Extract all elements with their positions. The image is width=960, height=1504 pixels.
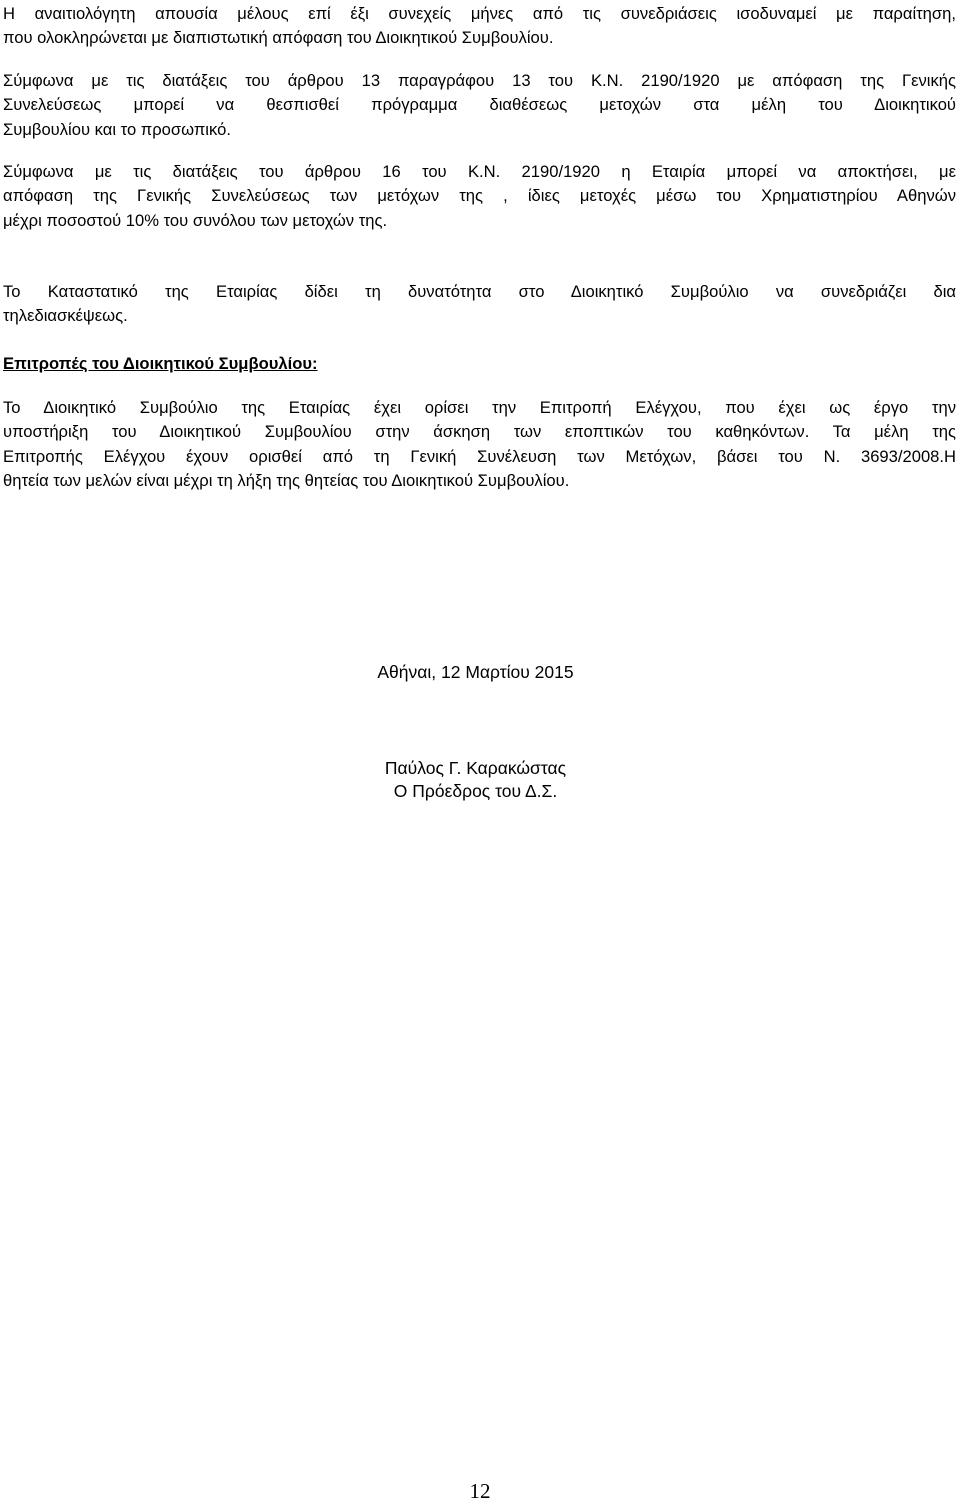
text-line: Το Καταστατικό της Εταιρίας δίδει τη δυνατότητα στο Διοικητικό Συμβούλιο να συνεδριάζει δια xyxy=(3,282,956,301)
text-line: που ολοκληρώνεται με διαπιστωτική απόφαση του Διοικητικού Συμβουλίου. xyxy=(3,28,554,48)
text-line: Το Διοικητικό Συμβούλιο της Εταιρίας έχει ορίσει την Επιτροπή Ελέγχου, που έχει ως έργο την xyxy=(3,398,956,417)
paragraph-absence-resignation xyxy=(3,2,956,51)
text-line: Συνελεύσεως μπορεί να θεσπισθεί πρόγραμμα διαθέσεως μετοχών στα μέλη του Διοικητικού xyxy=(3,95,956,115)
text-line: Επιτροπής Ελέγχου έχουν ορισθεί από τη Γενική Συνέλευση των Μετόχων, βάσει του Ν. 3693/2008.Η xyxy=(3,446,956,466)
text-line: Η αναιτιολόγητη απουσία μέλους επί έξι συνεχείς μήνες από τις συνεδριάσεις ισοδυναμεί με παραίτηση, xyxy=(3,4,956,23)
paragraph-share-distribution-program xyxy=(3,69,956,142)
paragraph-own-shares-acquisition xyxy=(3,160,956,233)
paragraph-audit-committee xyxy=(3,396,956,494)
signature-name: Παύλος Γ. Καρακώστας xyxy=(384,758,567,778)
text-line: Σύμφωνα με τις διατάξεις του άρθρου 13 παραγράφου 13 του Κ.Ν. 2190/1920 με απόφαση της Γενικής xyxy=(3,71,956,90)
text-line: απόφαση της Γενικής Συνελεύσεως των μετόχων της , ίδιες μετοχές μέσω του Χρηματιστηρίου Αθηνών xyxy=(3,186,956,206)
text-line: υποστήριξη του Διοικητικού Συμβουλίου στην άσκηση των εποπτικών του καθηκόντων. Τα μέλη της xyxy=(3,422,956,442)
heading-text: Επιτροπές του Διοικητικού Συμβουλίου: xyxy=(3,354,318,373)
paragraph-teleconference xyxy=(3,280,956,329)
text-line: Συμβουλίου και το προσωπικό. xyxy=(3,119,231,139)
text-line: θητεία των μελών είναι μέχρι τη λήξη της θητείας του Διοικητικού Συμβουλίου. xyxy=(3,471,570,491)
text-line: τηλεδιασκέψεως. xyxy=(3,306,128,326)
page-number: 12 xyxy=(469,1479,491,1503)
signature-title: Ο Πρόεδρος του Δ.Σ. xyxy=(393,781,558,801)
text-line: μέχρι ποσοστού 10% του συνόλου των μετοχών της. xyxy=(3,210,388,230)
text-line: Σύμφωνα με τις διατάξεις του άρθρου 16 του Κ.Ν. 2190/1920 η Εταιρία μπορεί να αποκτήσει, με xyxy=(3,162,956,181)
signature-place-date: Αθήναι, 12 Μαρτίου 2015 xyxy=(377,662,574,682)
section-heading-committees xyxy=(3,352,318,376)
